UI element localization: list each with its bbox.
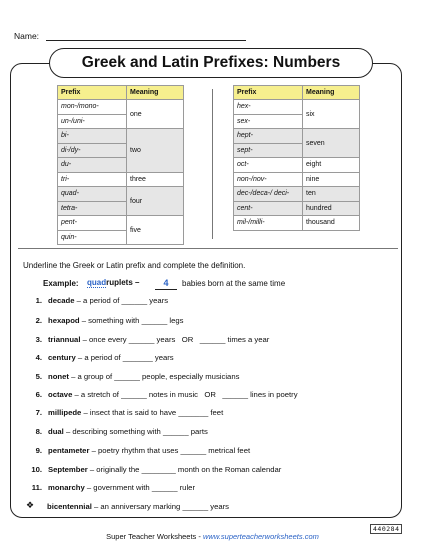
- meaning-cell: nine: [303, 172, 360, 187]
- table-header-row: [234, 86, 360, 100]
- meaning-cell: five: [127, 216, 184, 245]
- question-word: monarchy: [48, 483, 85, 492]
- prefix-cell: sex-: [234, 114, 303, 129]
- example-answer: 4: [155, 279, 177, 290]
- question-item: [14, 427, 208, 436]
- prefix-cell: tri-: [58, 172, 127, 187]
- example-definition: babies born at the same time: [182, 279, 286, 288]
- question-number: 3.: [35, 335, 42, 344]
- question-definition: – government with ______ ruler: [84, 483, 196, 492]
- horizontal-divider: [18, 248, 398, 249]
- prefix-table-left: [57, 85, 184, 245]
- footer-brand: Super Teacher Worksheets -: [106, 532, 203, 541]
- question-number: 6.: [35, 390, 42, 399]
- question-definition: – a stretch of ______ notes in music OR ______ lines in poetry: [72, 390, 298, 399]
- question-definition: – insect that is said to have _______ feet: [81, 408, 224, 417]
- prefix-cell: dec-/deca-/ deci-: [234, 187, 303, 202]
- question-word: pentameter: [48, 446, 90, 455]
- question-item: [14, 483, 195, 492]
- bonus-question: [47, 502, 229, 511]
- question-item: [14, 296, 168, 305]
- question-number: 11.: [31, 483, 42, 492]
- question-item: [14, 353, 174, 362]
- question-item: [14, 316, 183, 325]
- prefix-cell: quin-: [58, 230, 127, 245]
- meaning-cell: six: [303, 100, 360, 129]
- question-item: [14, 465, 281, 474]
- example-word: [87, 278, 139, 287]
- table-row: [234, 172, 360, 187]
- example-dash: –: [132, 278, 140, 287]
- prefix-table-right: [233, 85, 360, 231]
- meaning-cell: eight: [303, 158, 360, 173]
- prefix-cell: mil-/milli-: [234, 216, 303, 231]
- question-word: triannual: [48, 335, 81, 344]
- question-definition: – describing something with ______ parts: [63, 427, 208, 436]
- prefix-cell: sept-: [234, 143, 303, 158]
- question-number: 10.: [31, 465, 42, 474]
- example-prefix: quad: [87, 278, 107, 287]
- question-definition: – a period of ______ years: [74, 296, 169, 305]
- table-row: [58, 216, 184, 231]
- table-row: [234, 100, 360, 115]
- four-diamond-icon: ❖: [26, 500, 35, 510]
- bonus-word: bicentennial: [47, 502, 92, 511]
- question-item: [14, 390, 298, 399]
- footer: [0, 532, 425, 541]
- prefix-cell: tetra-: [58, 201, 127, 216]
- page-title: Greek and Latin Prefixes: Numbers: [49, 48, 373, 78]
- table-row: [58, 172, 184, 187]
- question-definition: – poetry rhythm that uses ______ metrical feet: [89, 446, 251, 455]
- prefix-cell: di-/dy-: [58, 143, 127, 158]
- instructions: Underline the Greek or Latin prefix and complete the definition.: [23, 261, 246, 270]
- table-row: [234, 216, 360, 231]
- meaning-cell: one: [127, 100, 184, 129]
- question-number: 9.: [35, 446, 42, 455]
- question-definition: – once every ______ years OR ______ times a year: [80, 335, 270, 344]
- example-label: Example:: [43, 279, 79, 288]
- prefix-cell: bi-: [58, 129, 127, 144]
- worksheet-code: 440284: [370, 524, 402, 534]
- table-header-row: [58, 86, 184, 100]
- prefix-header: Prefix: [234, 86, 303, 100]
- meaning-cell: two: [127, 129, 184, 173]
- question-number: 7.: [35, 408, 42, 417]
- meaning-cell: ten: [303, 187, 360, 202]
- meaning-cell: four: [127, 187, 184, 216]
- question-definition: – originally the ________ month on the Roman calendar: [87, 465, 282, 474]
- question-item: [14, 408, 223, 417]
- table-row: [58, 129, 184, 144]
- bonus-definition: – an anniversary marking ______ years: [91, 502, 230, 511]
- table-row: [58, 187, 184, 202]
- question-item: [14, 446, 250, 455]
- prefix-cell: quad-: [58, 187, 127, 202]
- question-word: decade: [48, 296, 75, 305]
- table-row: [234, 158, 360, 173]
- question-word: hexapod: [48, 316, 80, 325]
- question-number: 1.: [35, 296, 42, 305]
- meaning-cell: three: [127, 172, 184, 187]
- question-definition: – a period of _______ years: [75, 353, 174, 362]
- question-number: 2.: [35, 316, 42, 325]
- question-word: nonet: [48, 372, 69, 381]
- meaning-cell: thousand: [303, 216, 360, 231]
- question-number: 5.: [35, 372, 42, 381]
- prefix-cell: du-: [58, 158, 127, 173]
- prefix-cell: oct-: [234, 158, 303, 173]
- prefix-cell: hex-: [234, 100, 303, 115]
- question-number: 4.: [35, 353, 42, 362]
- footer-url[interactable]: www.superteacherworksheets.com: [202, 532, 319, 541]
- table-row: [234, 201, 360, 216]
- meaning-header: Meaning: [127, 86, 184, 100]
- table-row: [234, 187, 360, 202]
- meaning-header: Meaning: [303, 86, 360, 100]
- question-word: century: [48, 353, 76, 362]
- question-item: [14, 335, 269, 344]
- question-item: [14, 372, 239, 381]
- question-definition: – a group of ______ people, especially musicians: [68, 372, 240, 381]
- table-row: [58, 100, 184, 115]
- question-word: September: [48, 465, 88, 474]
- prefix-cell: pent-: [58, 216, 127, 231]
- question-word: dual: [48, 427, 64, 436]
- question-number: 8.: [35, 427, 42, 436]
- prefix-cell: mon-/mono-: [58, 100, 127, 115]
- question-definition: – something with ______ legs: [79, 316, 184, 325]
- name-label: Name:: [14, 31, 40, 41]
- example-word-rest: ruplets: [106, 278, 133, 287]
- vertical-divider: [212, 89, 213, 239]
- prefix-cell: hept-: [234, 129, 303, 144]
- table-row: [234, 129, 360, 144]
- question-word: millipede: [48, 408, 82, 417]
- prefix-cell: cent-: [234, 201, 303, 216]
- name-line[interactable]: [46, 40, 246, 41]
- prefix-cell: un-/uni-: [58, 114, 127, 129]
- question-word: octave: [48, 390, 73, 399]
- prefix-header: Prefix: [58, 86, 127, 100]
- meaning-cell: seven: [303, 129, 360, 158]
- meaning-cell: hundred: [303, 201, 360, 216]
- prefix-cell: non-/nov-: [234, 172, 303, 187]
